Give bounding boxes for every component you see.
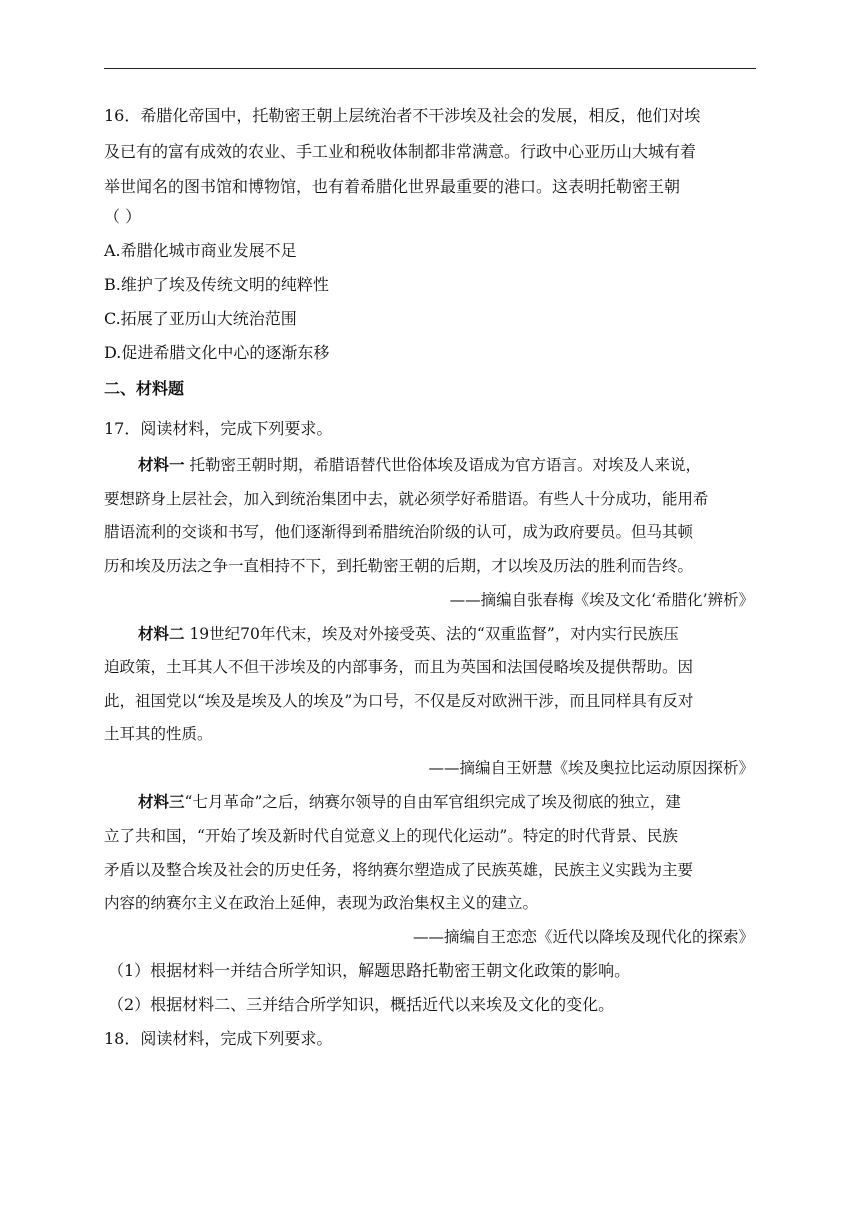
q16-option-d[interactable]: D.促进希腊文化中心的逐渐东移 [104,343,330,362]
section-heading: 二、材料题 [104,379,185,398]
q16-option-c[interactable]: C.拓展了亚历山大统治范围 [104,309,297,328]
material-3-label: 材料三 [138,792,185,811]
q16-line-3: 举世闻名的图书馆和博物馆，也有着希腊化世界最重要的港口。这表明托勒密王朝 [104,177,681,196]
material-2-source: ——摘编自王妍慧《埃及奥拉比运动原因探析》 [428,759,754,777]
q16-answer-blank: （ ） [104,207,142,226]
q18-stem: 18．阅读材料，完成下列要求。 [104,1029,333,1048]
material-1-line-1 [138,455,798,475]
q17-stem: 17．阅读材料，完成下列要求。 [104,419,333,438]
top-rule [104,68,756,69]
material-2-line-4: 土耳其的性质。 [104,725,213,743]
material-3-source: ——摘编自王恋恋《近代以降埃及现代化的探索》 [412,928,754,946]
material-1-text: 托勒密王朝时期，希腊语替代世俗体埃及语成为官方语言。对埃及人来说， [184,456,701,474]
q17-subquestion-1: （1）根据材料一并结合所学知识，解题思路托勒密王朝文化政策的影响。 [108,961,631,980]
material-2-line-1 [138,624,798,644]
material-1-source: ——摘编自张春梅《埃及文化‘希腊化’辨析》 [449,591,754,609]
q16-option-b[interactable]: B.维护了埃及传统文明的纯粹性 [104,275,329,294]
material-3-line-2: 立了共和国，“开始了埃及新时代自觉意义上的现代化运动”。特定的时代背景、民族 [104,827,678,845]
q17-subquestion-2: （2）根据材料二、三并结合所学知识，概括近代以来埃及文化的变化。 [108,995,615,1014]
material-3-line-1 [138,792,798,812]
material-1-line-3: 腊语流利的交谈和书写，他们逐渐得到希腊统治阶级的认可，成为政府要员。但马其顿 [104,523,694,541]
material-2-text: 19世纪70年代末，埃及对外接受英、法的“双重监督”，对内实行民族压 [184,625,679,643]
material-2-line-3: 此，祖国党以“埃及是埃及人的埃及”为口号，不仅是反对欧洲干涉，而且同样具有反对 [104,692,694,710]
q16-option-a[interactable]: A.希腊化城市商业发展不足 [104,241,297,260]
material-1-label: 材料一 [138,455,185,474]
q16-line-1: 16．希腊化帝国中，托勒密王朝上层统治者不干涉埃及社会的发展，相反，他们对埃 [104,106,701,125]
material-2-label: 材料二 [138,624,185,643]
material-2-line-2: 迫政策，土耳其人不但干涉埃及的内部事务，而且为英国和法国侵略埃及提供帮助。因 [104,658,694,676]
material-3-line-3: 矛盾以及整合埃及社会的历史任务，将纳赛尔塑造成了民族英雄，民族主义实践为主要 [104,861,694,879]
q16-line-2: 及已有的富有成效的农业、手工业和税收体制都非常满意。行政中心亚历山大城有着 [104,142,697,161]
material-3-text: “七月革命”之后，纳赛尔领导的自由军官组织完成了埃及彻底的独立，建 [184,793,681,811]
material-1-line-2: 要想跻身上层社会，加入到统治集团中去，就必须学好希腊语。有些人十分成功，能用希 [104,490,709,508]
material-1-line-4: 历和埃及历法之争一直相持不下，到托勒密王朝的后期，才以埃及历法的胜利而告终。 [104,557,694,575]
material-3-line-4: 内容的纳赛尔主义在政治上延伸，表现为政治集权主义的建立。 [104,894,539,912]
